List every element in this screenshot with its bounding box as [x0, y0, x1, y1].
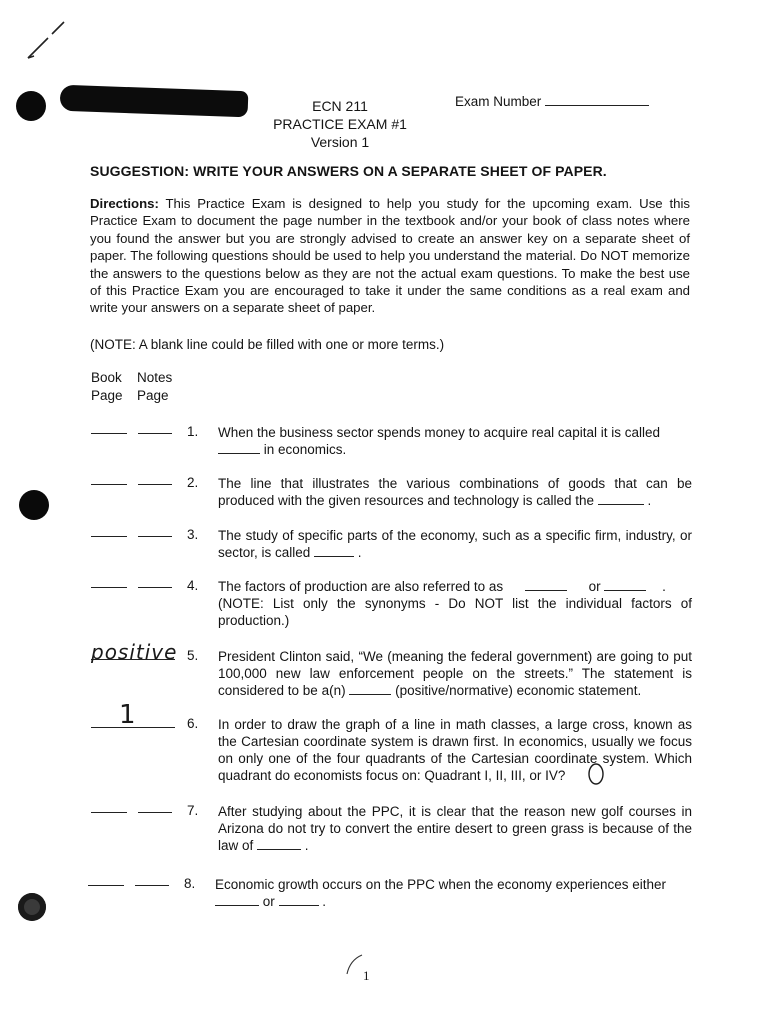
page-ref-blanks: [91, 475, 179, 491]
answer-blank: [349, 694, 391, 695]
answer-blank-1: [525, 590, 567, 591]
question-text: Economic growth occurs on the PPC when the economy experiences either or .: [215, 877, 666, 909]
question-text: President Clinton said, “We (meaning the federal government) are going to put 100,000 new law enforcement people on the streets.” The statement is considered to be a(n) (positive/normative) economic statement.: [218, 649, 692, 698]
directions-label: Directions:: [90, 196, 159, 211]
hole-punch-bottom: [18, 893, 46, 921]
exam-title: PRACTICE EXAM #1: [273, 116, 407, 132]
handwritten-answer-q5: positive: [91, 640, 178, 664]
notes-page-header: Notes Page: [137, 370, 173, 403]
question-text: When the business sector spends money to acquire real capital it is called in economics.: [218, 425, 660, 457]
book-page-header: Book Page: [91, 370, 123, 403]
question-7: 7. After studying about the PPC, it is clear that the reason new golf courses in Arizona do not try to convert the entire desert to green grass is because of the law of .: [91, 803, 701, 855]
page-number: 1: [363, 968, 370, 983]
handwritten-answer-q6: 1: [119, 700, 136, 730]
page-ref-blanks: [88, 876, 176, 892]
hole-punch-middle: [19, 490, 49, 520]
question-2: 2. The line that illustrates the various combinations of goods that can be produced with the given resources and technology is called the .: [91, 475, 701, 511]
question-1: 1. When the business sector spends money to acquire real capital it is called in economics.: [91, 424, 701, 460]
answer-blank: [598, 504, 644, 505]
question-5: positive 5. President Clinton said, “We (meaning the federal government) are going to put 100,000 new law enforcement people on the streets.” The statement is considered to be a(n) (positive/normative) economic statement.: [91, 640, 692, 698]
answer-blank: [314, 556, 354, 557]
suggestion-heading: SUGGESTION: WRITE YOUR ANSWERS ON A SEPARATE SHEET OF PAPER.: [90, 163, 607, 179]
exam-number-blank: [545, 105, 649, 106]
question-text: The line that illustrates the various combinations of goods that can be produced with the given resources and technology is called the .: [218, 476, 692, 508]
answer-blank-2: [604, 590, 646, 591]
page-ref-blanks: [91, 578, 179, 594]
question-3: 3. The study of specific parts of the economy, such as a specific firm, industry, or sector, is called .: [91, 527, 701, 563]
page-ref-blanks: [91, 803, 179, 819]
answer-blank-2: [279, 905, 319, 906]
exam-number-field: [455, 94, 649, 109]
hole-punch-top: [16, 91, 46, 121]
exam-version: Version 1: [310, 134, 370, 150]
directions-text: This Practice Exam is designed to help you study for the upcoming exam. Use this Practice Exam to document the page number in the textbook and/or your book of class notes where you found the answer but you are strongly advised to create an answer key on a separate sheet of paper. The following questions should be used to help you understand the material. Do NOT memorize the answers to the questions below as they are not the actual exam questions. To make the best use of this Practice Exam you are encouraged to take it under the same conditions as a real exam and write your answers on a separate sheet of paper.: [90, 196, 690, 316]
question-text: In order to draw the graph of a line in math classes, a large cross, known as the Cartesian coordinate system is drawn first. In economics, usually we focus on only one of the four quadrants of the Cartesian coordinate system. Which quadrant do economists focus on: Quadrant I, II, III, or IV?: [218, 717, 692, 783]
circled-quadrant-mark: [587, 762, 605, 786]
answer-blank-1: [215, 905, 259, 906]
exam-number-label: Exam Number: [455, 94, 542, 109]
course-code: ECN 211: [312, 98, 368, 114]
question-4: 4. The factors of production are also referred to as or . (NOTE: List only the synonyms - Do NOT list the individual factors of production.): [91, 578, 701, 630]
answer-blank: [257, 849, 301, 850]
exam-header: [230, 97, 450, 151]
question-text: The factors of production are also referred to as or . (NOTE: List only the synonyms - Do NOT list the individual factors of production.): [218, 579, 692, 628]
redacted-name: [60, 85, 249, 118]
pen-mark: [22, 18, 70, 64]
question-text: The study of specific parts of the economy, such as a specific firm, industry, or sector, is called .: [218, 528, 692, 560]
page-ref-blanks: [91, 424, 179, 440]
blank-line-note: (NOTE: A blank line could be filled with one or more terms.): [90, 337, 445, 352]
question-text: After studying about the PPC, it is clear that the reason new golf courses in Arizona do not try to convert the entire desert to green grass is because of the law of .: [218, 804, 692, 853]
answer-blank: [218, 453, 260, 454]
question-6: 1 6. In order to draw the graph of a line in math classes, a large cross, known as the Cartesian coordinate system is drawn first. In economics, usually we focus on only one of the four quadrants of the Cartesian coordinate system. Which quadrant do economists focus on: Quadrant I, II, III, or IV?: [91, 716, 701, 786]
page-ref-blanks: [91, 527, 179, 543]
question-8: 8. Economic growth occurs on the PPC when the economy experiences either or .: [88, 876, 698, 912]
directions-paragraph: [90, 195, 690, 317]
